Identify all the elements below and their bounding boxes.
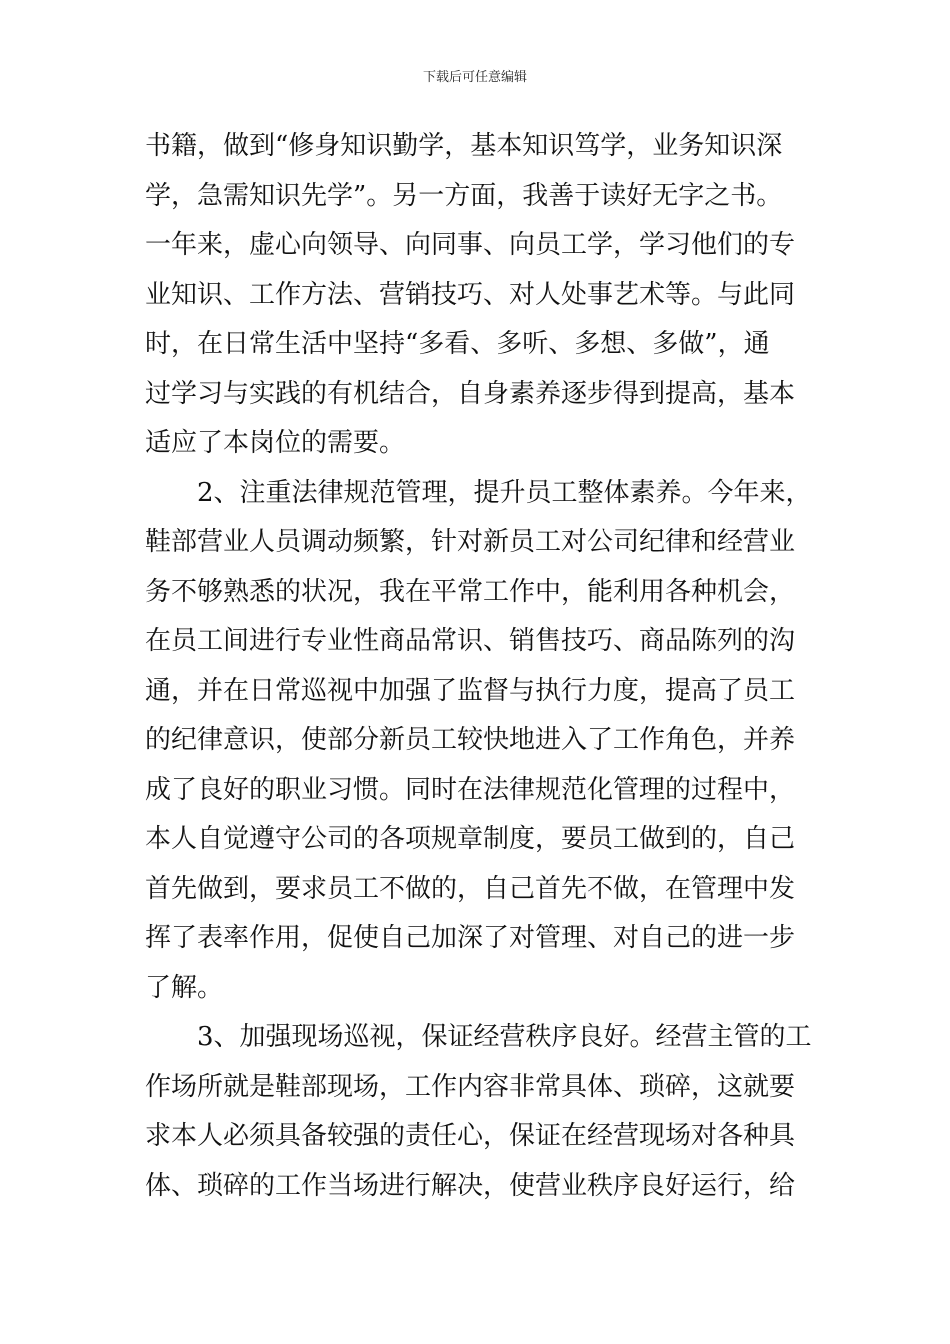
text-line: 了解。 xyxy=(145,972,224,1003)
text-line: 本人自觉遵守公司的各项规章制度，要员工做到的，自己 xyxy=(145,824,796,854)
page-header: 下载后可任意编辑 xyxy=(422,70,527,85)
text-line: 适应了本岗位的需要。 xyxy=(145,428,406,458)
text-line: 在员工间进行专业性商品常识、销售技巧、商品陈列的沟 xyxy=(145,626,796,656)
paragraph-3-first-line: 3、加强现场巡视，保证经营秩序良好。经营主管的工 xyxy=(197,1022,812,1052)
text-line: 务不够熟悉的状况，我在平常工作中，能利用各种机会， xyxy=(145,576,796,607)
document-body xyxy=(145,122,810,1211)
text-line: 鞋部营业人员调动频繁，针对新员工对公司纪律和经营业 xyxy=(145,527,796,557)
text-line: 求本人必须具备较强的责任心，保证在经营现场对各种具 xyxy=(145,1121,796,1151)
text-line: 的纪律意识，使部分新员工较快地进入了工作角色，并养 xyxy=(145,725,796,755)
text-line: 书籍，做到“修身知识勤学，基本知识笃学，业务知识深 xyxy=(145,131,783,161)
text-line: 通，并在日常巡视中加强了监督与执行力度，提高了员工 xyxy=(145,675,796,706)
text-line: 首先做到，要求员工不做的，自己首先不做，在管理中发 xyxy=(145,873,796,904)
text-line: 时，在日常生活中坚持“多看、多听、多想、多做”，通 xyxy=(145,329,770,359)
text-line: 挥了表率作用，促使自己加深了对管理、对自己的进一步 xyxy=(145,923,796,953)
paragraph-2-first-line: 2、注重法律规范管理，提升员工整体素养。今年来， xyxy=(197,477,812,508)
text-line: 业知识、工作方法、营销技巧、对人处事艺术等。与此同 xyxy=(145,279,796,310)
text-line: 体、琐碎的工作当场进行解决，使营业秩序良好运行，给 xyxy=(145,1170,796,1201)
text-line: 过学习与实践的有机结合，自身素养逐步得到提高，基本 xyxy=(145,378,796,409)
text-line: 成了良好的职业习惯。同时在法律规范化管理的过程中， xyxy=(145,774,796,805)
text-line: 学，急需知识先学”。另一方面，我善于读好无字之书。 xyxy=(145,180,783,211)
text-line: 一年来，虚心向领导、向同事、向员工学，学习他们的专 xyxy=(145,230,796,260)
text-line: 作场所就是鞋部现场，工作内容非常具体、琐碎，这就要 xyxy=(145,1071,796,1102)
